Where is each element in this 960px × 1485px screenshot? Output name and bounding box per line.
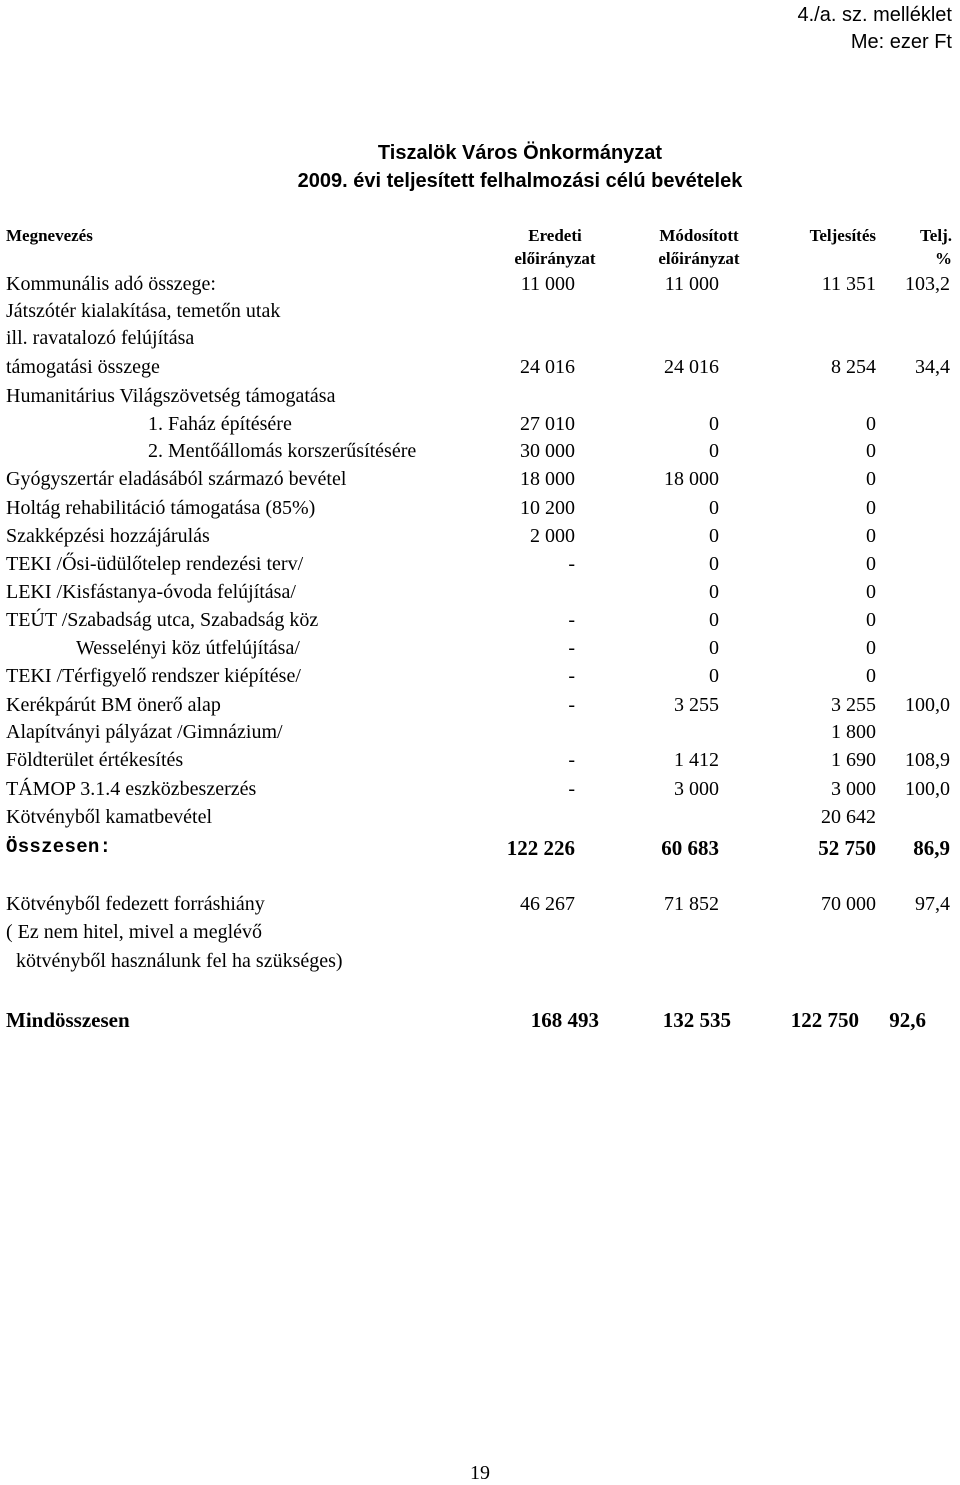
- row-name: Wesselényi köz útfelújítása/: [76, 637, 300, 659]
- row-modositott: 0: [709, 581, 719, 603]
- row-eredeti: 11 000: [520, 273, 575, 295]
- row-pct: 103,2: [905, 273, 950, 295]
- row-teljesites: 0: [866, 525, 876, 547]
- table-row: [0, 385, 960, 413]
- table-row: [0, 806, 960, 834]
- row-teljesites: 3 255: [831, 694, 876, 716]
- row-modositott: 1 412: [674, 749, 719, 771]
- table-row: [0, 581, 960, 609]
- row-modositott: 3 000: [674, 778, 719, 800]
- row-name: 2. Mentőállomás korszerűsítésére: [148, 440, 417, 462]
- page-number: 19: [470, 1462, 490, 1484]
- document-title: Tiszalök Város Önkormányzat: [377, 142, 663, 164]
- row-teljesites: 0: [866, 497, 876, 519]
- grand-total-row: [0, 1008, 960, 1036]
- row-modositott: 24 016: [664, 356, 719, 378]
- row-modositott: 0: [709, 413, 719, 435]
- grand-total-label: Mindösszesen: [6, 1008, 130, 1032]
- table-row: [0, 440, 960, 468]
- header-eredeti-1: Eredeti: [528, 226, 582, 245]
- table-row: [0, 694, 960, 722]
- row-name: Kötvényből kamatbevétel: [6, 806, 213, 828]
- bond-eredeti: 46 267: [520, 893, 575, 915]
- bond-label: Kötvényből fedezett forráshiány: [6, 893, 265, 915]
- row-name: Kommunális adó összege:: [6, 273, 216, 295]
- row-name: Alapítványi pályázat /Gimnázium/: [6, 721, 283, 743]
- row-modositott: 18 000: [664, 468, 719, 490]
- header-name: Megnevezés: [6, 226, 93, 245]
- row-teljesites: 0: [866, 609, 876, 631]
- total-modositott: 60 683: [661, 836, 719, 860]
- table-row: [0, 749, 960, 777]
- table-row: [0, 327, 960, 355]
- row-modositott: 0: [709, 609, 719, 631]
- row-pct: 100,0: [905, 778, 950, 800]
- row-teljesites: 1 800: [831, 721, 876, 743]
- row-name: Holtág rehabilitáció támogatása (85%): [6, 497, 316, 519]
- total-pct: 86,9: [913, 836, 950, 860]
- row-teljesites: 20 642: [821, 806, 876, 828]
- grand-total-pct: 92,6: [889, 1008, 926, 1032]
- row-name: Szakképzési hozzájárulás: [6, 525, 210, 547]
- row-eredeti: 2 000: [530, 525, 575, 547]
- row-teljesites: 0: [866, 468, 876, 490]
- row-teljesites: 3 000: [831, 778, 876, 800]
- grand-total-modositott: 132 535: [662, 1008, 731, 1032]
- table-row: [0, 637, 960, 665]
- bond-note-text-2: kötvényből használunk fel ha szükséges): [16, 950, 343, 972]
- row-name: Humanitárius Világszövetség támogatása: [6, 385, 336, 407]
- header-teljesites: Teljesítés: [809, 226, 876, 245]
- row-eredeti: -: [568, 609, 575, 631]
- table-row: [0, 553, 960, 581]
- total-eredeti: 122 226: [506, 836, 575, 860]
- row-name: támogatási összege: [6, 356, 160, 378]
- row-pct: 108,9: [905, 749, 950, 771]
- row-name: Földterület értékesítés: [6, 749, 184, 771]
- table-row: [0, 468, 960, 496]
- row-name: TEKI /Ősi-üdülőtelep rendezési terv/: [6, 553, 304, 575]
- bond-row: [0, 893, 960, 921]
- unit-label: Me: ezer Ft: [850, 31, 952, 53]
- row-name: Játszótér kialakítása, temetőn utak: [6, 300, 281, 322]
- row-eredeti: -: [568, 778, 575, 800]
- table-row: [0, 665, 960, 693]
- row-name: Kerékpárút BM önerő alap: [6, 694, 221, 716]
- row-teljesites: 0: [866, 440, 876, 462]
- row-name: 1. Faház építésére: [148, 413, 292, 435]
- document-subtitle: 2009. évi teljesített felhalmozási célú bevételek: [297, 170, 743, 192]
- row-eredeti: -: [568, 637, 575, 659]
- total-row: [0, 836, 960, 864]
- row-name: TEÚT /Szabadság utca, Szabadság köz: [6, 609, 319, 631]
- bond-modositott: 71 852: [664, 893, 719, 915]
- bond-pct: 97,4: [915, 893, 950, 915]
- header-eredeti-2: előirányzat: [514, 249, 596, 268]
- row-modositott: 0: [709, 440, 719, 462]
- bond-note-text-1: ( Ez nem hitel, mivel a meglévő: [6, 921, 263, 943]
- row-teljesites: 0: [866, 637, 876, 659]
- header-modositott-2: előirányzat: [658, 249, 740, 268]
- annex-label: 4./a. sz. melléklet: [797, 4, 952, 26]
- table-row: [0, 721, 960, 749]
- grand-total-eredeti: 168 493: [530, 1008, 599, 1032]
- header-telj-pct-2: %: [935, 249, 952, 268]
- row-teljesites: 0: [866, 665, 876, 687]
- bond-note-2: [0, 950, 960, 978]
- row-name: TÁMOP 3.1.4 eszközbeszerzés: [6, 778, 257, 800]
- row-teljesites: 11 351: [821, 273, 876, 295]
- bond-note-1: [0, 921, 960, 949]
- row-eredeti: -: [568, 553, 575, 575]
- row-teljesites: 8 254: [831, 356, 876, 378]
- bond-teljesites: 70 000: [821, 893, 876, 915]
- row-eredeti: 30 000: [520, 440, 575, 462]
- table-row: [0, 609, 960, 637]
- row-modositott: 0: [709, 553, 719, 575]
- row-name: ill. ravatalozó felújítása: [6, 327, 195, 349]
- header-modositott-1: Módosított: [659, 226, 739, 245]
- row-teljesites: 0: [866, 413, 876, 435]
- row-eredeti: 24 016: [520, 356, 575, 378]
- table-row: [0, 413, 960, 441]
- row-teljesites: 0: [866, 581, 876, 603]
- row-eredeti: 10 200: [520, 497, 575, 519]
- row-name: LEKI /Kisfástanya-óvoda felújítása/: [6, 581, 296, 603]
- table-row: [0, 497, 960, 525]
- total-label: Összesen:: [6, 836, 112, 858]
- row-modositott: 0: [709, 525, 719, 547]
- row-teljesites: 1 690: [831, 749, 876, 771]
- row-modositott: 0: [709, 637, 719, 659]
- row-eredeti: 18 000: [520, 468, 575, 490]
- row-modositott: 3 255: [674, 694, 719, 716]
- grand-total-teljesites: 122 750: [790, 1008, 859, 1032]
- table-row: [0, 300, 960, 328]
- table-row: [0, 273, 960, 301]
- table-row: [0, 778, 960, 806]
- table-row: [0, 356, 960, 384]
- row-name: Gyógyszertár eladásából származó bevétel: [6, 468, 347, 490]
- row-eredeti: -: [568, 749, 575, 771]
- row-eredeti: -: [568, 665, 575, 687]
- row-modositott: 11 000: [664, 273, 719, 295]
- row-modositott: 0: [709, 497, 719, 519]
- row-name: TEKI /Térfigyelő rendszer kiépítése/: [6, 665, 301, 687]
- total-teljesites: 52 750: [818, 836, 876, 860]
- row-eredeti: -: [568, 694, 575, 716]
- row-pct: 34,4: [915, 356, 950, 378]
- row-teljesites: 0: [866, 553, 876, 575]
- table-row: [0, 525, 960, 553]
- header-telj-pct-1: Telj.: [920, 226, 952, 245]
- row-pct: 100,0: [905, 694, 950, 716]
- row-eredeti: 27 010: [520, 413, 575, 435]
- row-modositott: 0: [709, 665, 719, 687]
